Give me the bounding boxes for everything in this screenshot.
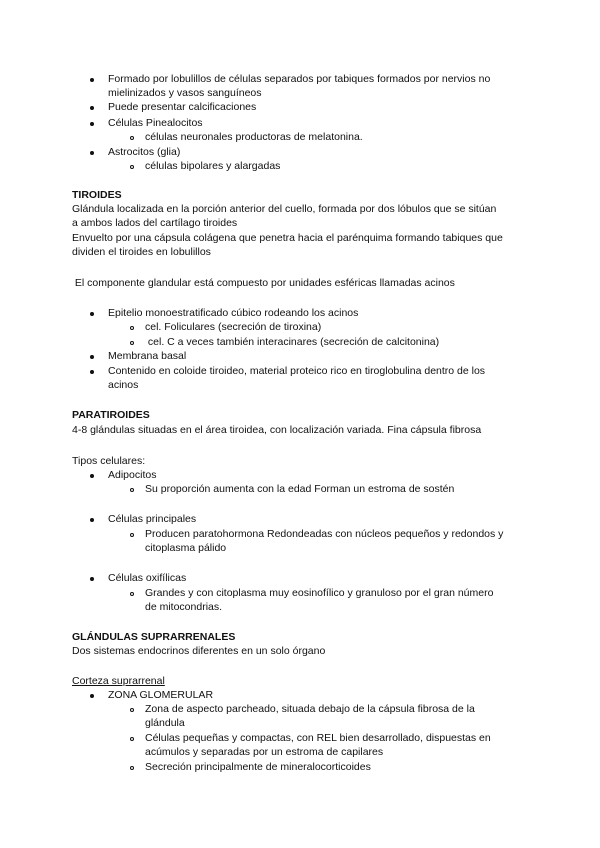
paragraph: El componente glandular está compuesto por unidades esféricas llamadas acinos — [72, 277, 455, 289]
list-item: ZONA GLOMERULAR — [108, 689, 214, 701]
paragraph: Tipos celulares: — [72, 455, 146, 467]
sub-list-item: cel. C a veces también interacinares (secreción de calcitonina) — [145, 336, 440, 348]
sub-list-item: Producen paratohormona Redondeadas con núcleos pequeños y redondos y — [145, 528, 504, 540]
list-item: Células principales — [108, 513, 197, 525]
sub-list-item-cont: citoplasma pálido — [145, 542, 227, 554]
bullet — [90, 518, 94, 522]
list-item: Formado por lobulillos de células separados por tabiques formados por nervios no — [108, 73, 491, 85]
sub-list-item: células neuronales productoras de melatonina. — [145, 131, 363, 143]
sub-list-item: Su proporción aumenta con la edad Forman un estroma de sostén — [145, 483, 455, 495]
bullet — [90, 577, 94, 581]
subheading-corteza: Corteza suprarrenal — [72, 675, 165, 687]
sub-list-item-cont: glándula — [145, 717, 185, 729]
list-item: Células Pinealocitos — [108, 117, 203, 129]
sub-bullet — [130, 488, 134, 492]
sub-bullet — [130, 326, 134, 330]
sub-list-item: cel. Foliculares (secreción de tiroxina) — [145, 321, 322, 333]
paragraph: 4-8 glándulas situadas en el área tiroidea, con localización variada. Fina cápsula fibrosa — [72, 424, 482, 436]
sub-list-item: Células pequeñas y compactas, con REL bien desarrollado, dispuestas en — [145, 732, 491, 744]
section-title-paratiroides: PARATIROIDES — [72, 409, 150, 421]
list-item-cont: mielinizados y vasos sanguíneos — [108, 87, 262, 99]
sub-list-item-cont: de mitocondrias. — [145, 601, 223, 613]
sub-list-item: Secreción principalmente de mineralocorticoides — [145, 761, 371, 773]
paragraph: Glándula localizada en la porción anterior del cuello, formada por dos lóbulos que se sitúan — [72, 203, 497, 215]
sub-bullet — [130, 737, 134, 741]
list-item: Membrana basal — [108, 350, 187, 362]
sub-list-item: Grandes y con citoplasma muy eosinofílico y granuloso por el gran número — [145, 587, 494, 599]
bullet — [90, 355, 94, 359]
sub-bullet — [130, 766, 134, 770]
list-item: Puede presentar calcificaciones — [108, 101, 257, 113]
paragraph: dividen el tiroides en lobulillos — [72, 246, 211, 258]
sub-bullet — [130, 341, 134, 345]
sub-list-item: células bipolares y alargadas — [145, 160, 281, 172]
paragraph: a ambos lados del cartílago tiroides — [72, 217, 238, 229]
paragraph: Dos sistemas endocrinos diferentes en un solo órgano — [72, 645, 326, 657]
list-item: Células oxifílicas — [108, 572, 187, 584]
bullet — [90, 78, 94, 82]
list-item: Contenido en coloide tiroideo, material proteico rico en tiroglobulina dentro de los — [108, 365, 486, 377]
sub-bullet — [130, 592, 134, 596]
section-title-suprarrenales: GLÁNDULAS SUPRARRENALES — [72, 631, 236, 643]
list-item: Adipocitos — [108, 469, 157, 481]
paragraph: Envuelto por una cápsula colágena que penetra hacia el parénquima formando tabiques que — [72, 232, 503, 244]
bullet — [90, 694, 94, 698]
list-item-cont: acinos — [108, 379, 139, 391]
bullet — [90, 370, 94, 374]
sub-bullet — [130, 708, 134, 712]
sub-list-item-cont: acúmulos y separadas por un estroma de capilares — [145, 746, 384, 758]
sub-bullet — [130, 165, 134, 169]
bullet — [90, 106, 94, 110]
bullet — [90, 122, 94, 126]
section-title-tiroides: TIROIDES — [72, 189, 122, 201]
sub-bullet — [130, 136, 134, 140]
list-item: Epitelio monoestratificado cúbico rodeando los acinos — [108, 307, 359, 319]
sub-list-item: Zona de aspecto parcheado, situada debajo de la cápsula fibrosa de la — [145, 703, 475, 715]
bullet — [90, 312, 94, 316]
list-item: Astrocitos (glia) — [108, 146, 181, 158]
bullet — [90, 474, 94, 478]
bullet — [90, 151, 94, 155]
sub-bullet — [130, 533, 134, 537]
